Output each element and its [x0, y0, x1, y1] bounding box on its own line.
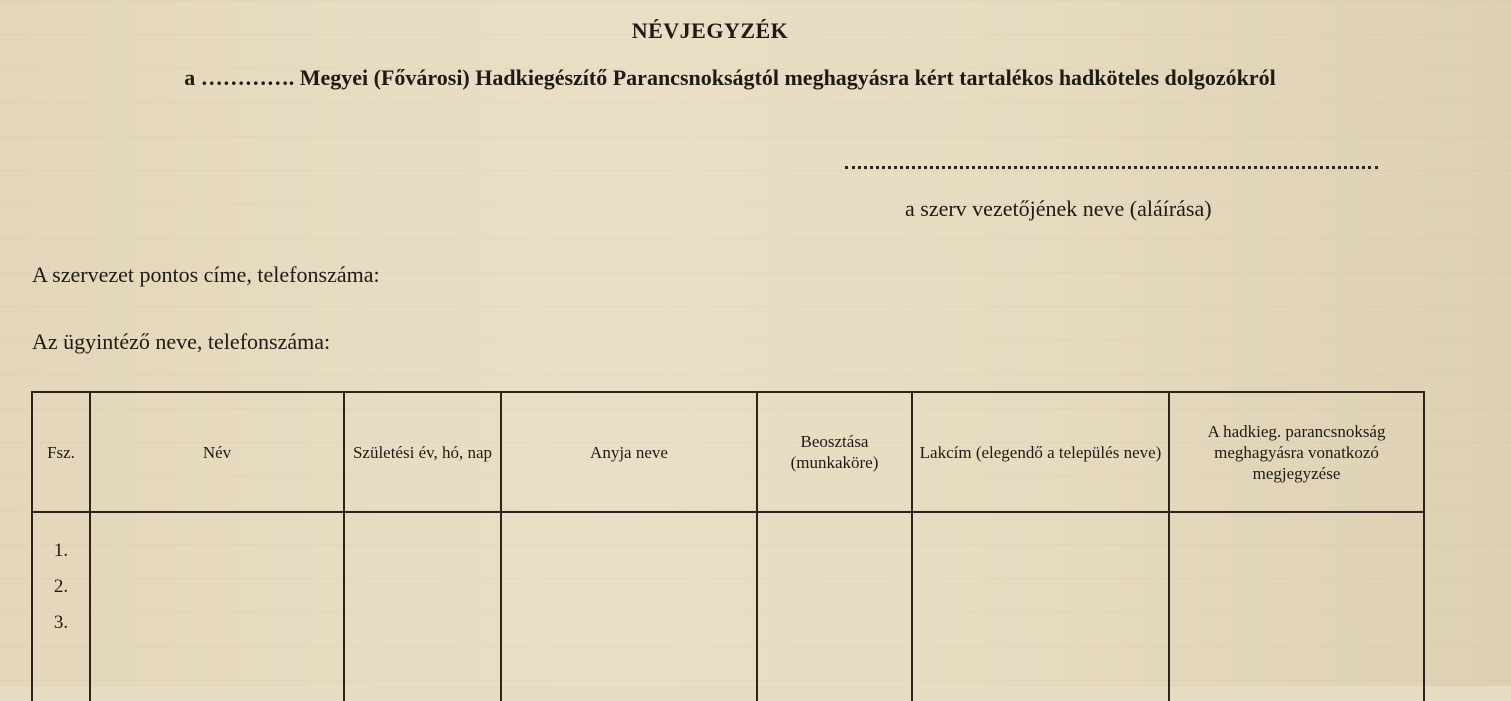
signature-line — [845, 166, 1378, 169]
signature-caption: a szerv vezetőjének neve (aláírása) — [905, 196, 1212, 221]
serial-cell — [32, 512, 90, 701]
row-number-1: 1. — [53, 540, 69, 561]
table-row — [32, 512, 1424, 701]
roster-table — [31, 391, 1425, 701]
column-header-serial: Fsz. — [32, 392, 90, 512]
row-number-2: 2. — [53, 576, 69, 597]
organization-address-label: A szervezet pontos címe, telefonszáma: — [32, 262, 380, 287]
column-header-birth-date: Születési év, hó, nap — [344, 392, 501, 512]
birth-date-cell — [344, 512, 501, 701]
column-header-address: Lakcím (elegendő a település neve) — [912, 392, 1169, 512]
table-header-row — [32, 392, 1424, 512]
column-header-remark: A hadkieg. parancsnokság meghagyásra vonatkozó megjegyzése — [1169, 392, 1424, 512]
mother-name-cell — [501, 512, 757, 701]
address-cell — [912, 512, 1169, 701]
remark-cell — [1169, 512, 1424, 701]
name-cell — [90, 512, 344, 701]
clerk-contact-label: Az ügyintéző neve, telefonszáma: — [32, 329, 331, 354]
position-cell — [757, 512, 912, 701]
row-number-3: 3. — [53, 612, 69, 633]
document-title: NÉVJEGYZÉK — [631, 18, 789, 43]
column-header-name: Név — [90, 392, 344, 512]
document-subtitle: a …………. Megyei (Fővárosi) Hadkiegészítő Parancsnokságtól meghagyásra kért tartalékos hadköteles dolgozókról — [184, 65, 1276, 90]
column-header-mother-name: Anyja neve — [501, 392, 757, 512]
column-header-position: Beosztása (munkaköre) — [757, 392, 912, 512]
